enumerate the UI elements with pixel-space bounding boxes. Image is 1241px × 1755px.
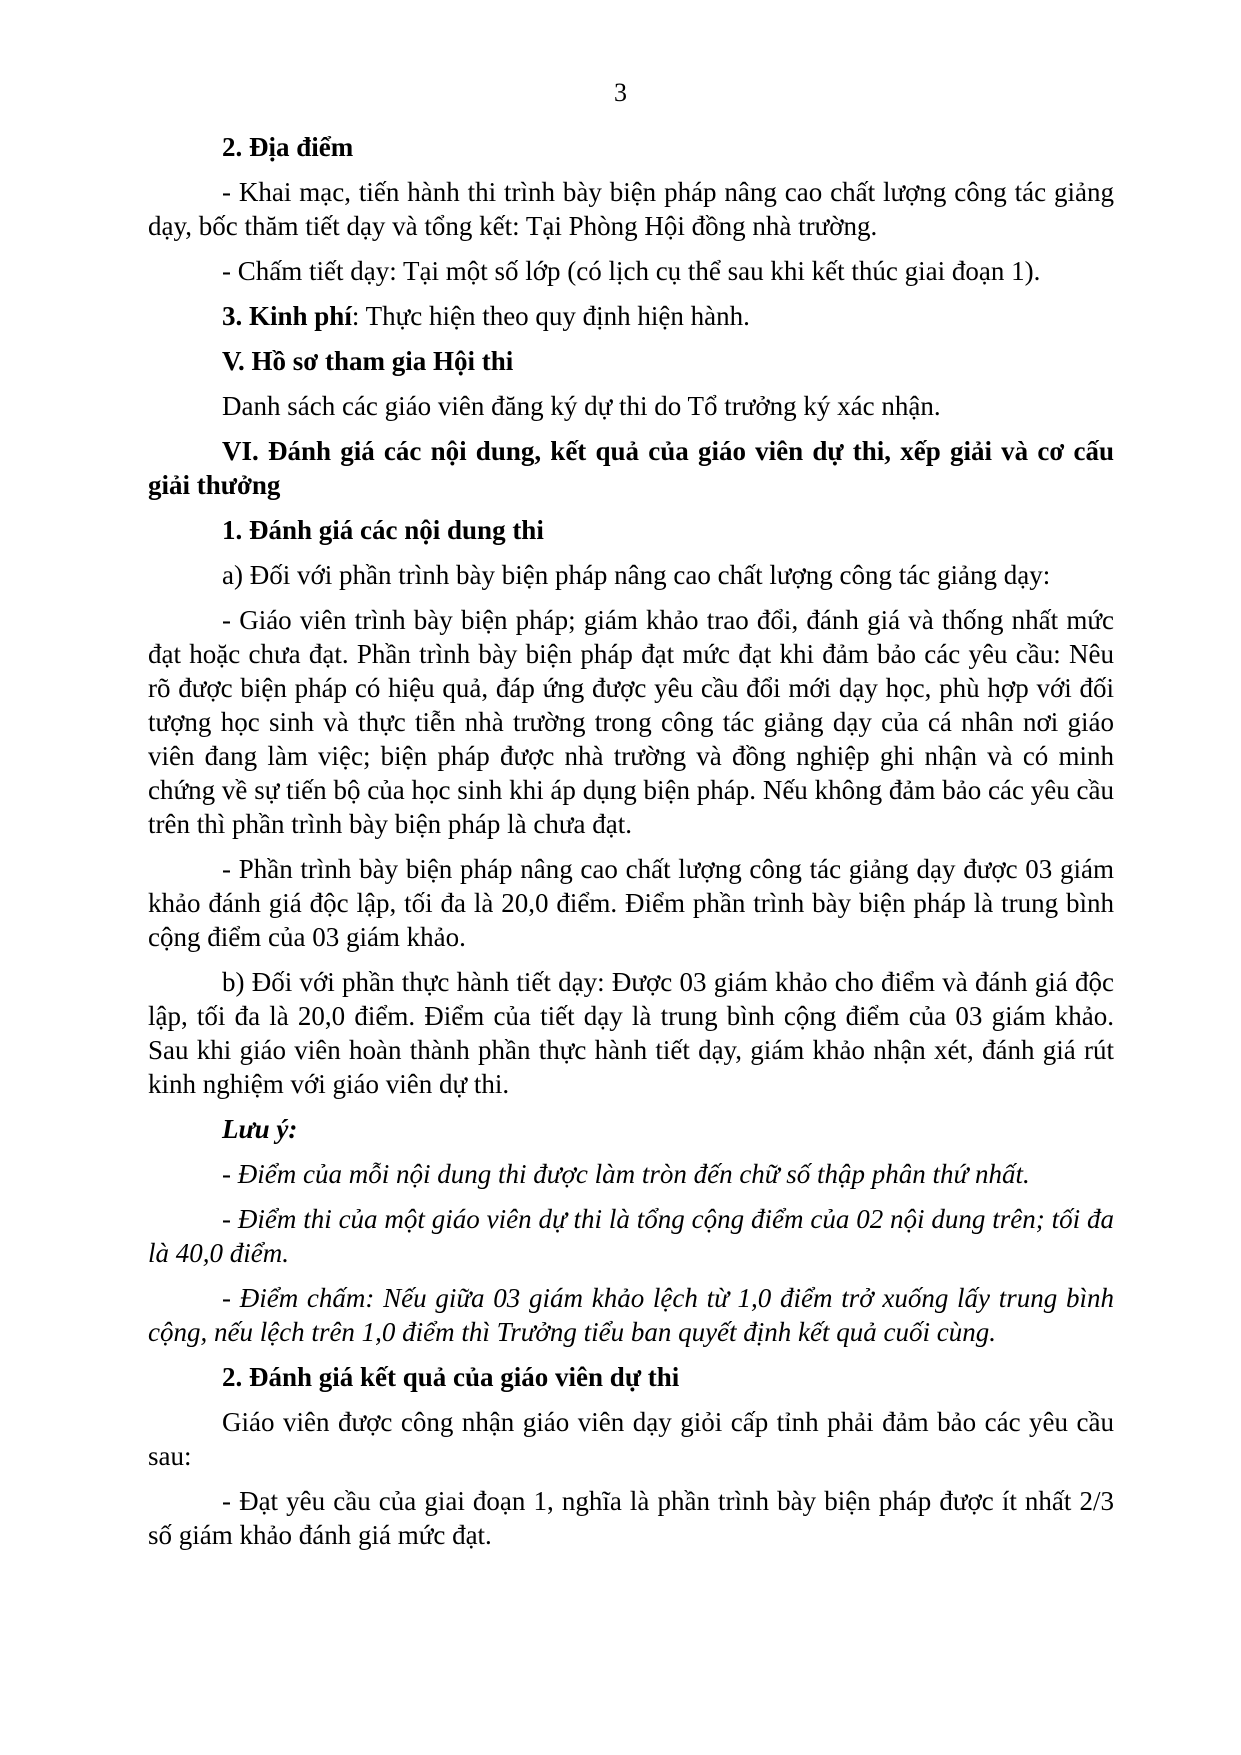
paragraph: b) Đối với phần thực hành tiết dạy: Được 03 giám khảo cho điểm và đánh giá độc lập, tối đa là 20,0 điểm. Điểm của tiết dạy là trung bình cộng điểm của 03 giám khảo. Sau khi giáo viên hoàn thành phần thực hành tiết dạy, giám khảo nhận xét, đánh giá rút kinh nghiệm với giáo viên dự thi. [148, 967, 1114, 1099]
page-number: 3 [614, 78, 627, 107]
note-item: - Điểm chấm: Nếu giữa 03 giám khảo lệch từ 1,0 điểm trở xuống lấy trung bình cộng, nếu lệch trên 1,0 điểm thì Trưởng tiểu ban quyết định kết quả cuối cùng. [148, 1283, 1114, 1347]
note-item: - Điểm của mỗi nội dung thi được làm tròn đến chữ số thập phân thứ nhất. [222, 1159, 1030, 1189]
paragraph: Giáo viên được công nhận giáo viên dạy giỏi cấp tỉnh phải đảm bảo các yêu cầu sau: [148, 1407, 1114, 1471]
heading-ho-so: V. Hồ sơ tham gia Hội thi [222, 346, 514, 376]
heading-luu-y: Lưu ý: [222, 1114, 298, 1144]
heading-danh-gia: VI. Đánh giá các nội dung, kết quả của giáo viên dự thi, xếp giải và cơ cấu giải thưởng [148, 436, 1114, 500]
label-kinh-phi: 3. Kinh phí [222, 301, 352, 331]
paragraph: - Đạt yêu cầu của giai đoạn 1, nghĩa là phần trình bày biện pháp được ít nhất 2/3 số giám khảo đánh giá mức đạt. [148, 1486, 1114, 1550]
paragraph: - Phần trình bày biện pháp nâng cao chất lượng công tác giảng dạy được 03 giám khảo đánh giá độc lập, tối đa là 20,0 điểm. Điểm phần trình bày biện pháp là trung bình cộng điểm của 03 giám khảo. [148, 854, 1114, 952]
document-body [148, 130, 1114, 1563]
note-item: - Điểm thi của một giáo viên dự thi là tổng cộng điểm của 02 nội dung trên; tối đa là 40,0 điểm. [148, 1204, 1114, 1268]
paragraph-kinh-phi [148, 299, 1114, 333]
paragraph: - Chấm tiết dạy: Tại một số lớp (có lịch cụ thể sau khi kết thúc giai đoạn 1). [222, 256, 1041, 286]
heading-danh-gia-ket-qua: 2. Đánh giá kết quả của giáo viên dự thi [222, 1362, 680, 1392]
paragraph: - Khai mạc, tiến hành thi trình bày biện pháp nâng cao chất lượng công tác giảng dạy, bốc thăm tiết dạy và tổng kết: Tại Phòng Hội đồng nhà trường. [148, 177, 1114, 241]
text-kinh-phi: : Thực hiện theo quy định hiện hành. [351, 301, 750, 331]
heading-dia-diem: 2. Địa điểm [222, 132, 354, 162]
paragraph: - Giáo viên trình bày biện pháp; giám khảo trao đổi, đánh giá và thống nhất mức đạt hoặc chưa đạt. Phần trình bày biện pháp đạt mức đạt khi đảm bảo các yêu cầu: Nêu rõ được biện pháp có hiệu quả, đáp ứng được yêu cầu đổi mới dạy học, phù hợp với đối tượng học sinh và thực tiễn nhà trường trong công tác giảng dạy của cá nhân nơi giáo viên đang làm việc; biện pháp được nhà trường và đồng nghiệp ghi nhận và có minh chứng về sự tiến bộ của học sinh khi áp dụng biện pháp. Nếu không đảm bảo các yêu cầu trên thì phần trình bày biện pháp là chưa đạt. [148, 605, 1114, 839]
paragraph: a) Đối với phần trình bày biện pháp nâng cao chất lượng công tác giảng dạy: [222, 560, 1051, 590]
paragraph: Danh sách các giáo viên đăng ký dự thi do Tổ trưởng ký xác nhận. [222, 391, 941, 421]
heading-danh-gia-noi-dung: 1. Đánh giá các nội dung thi [222, 515, 544, 545]
